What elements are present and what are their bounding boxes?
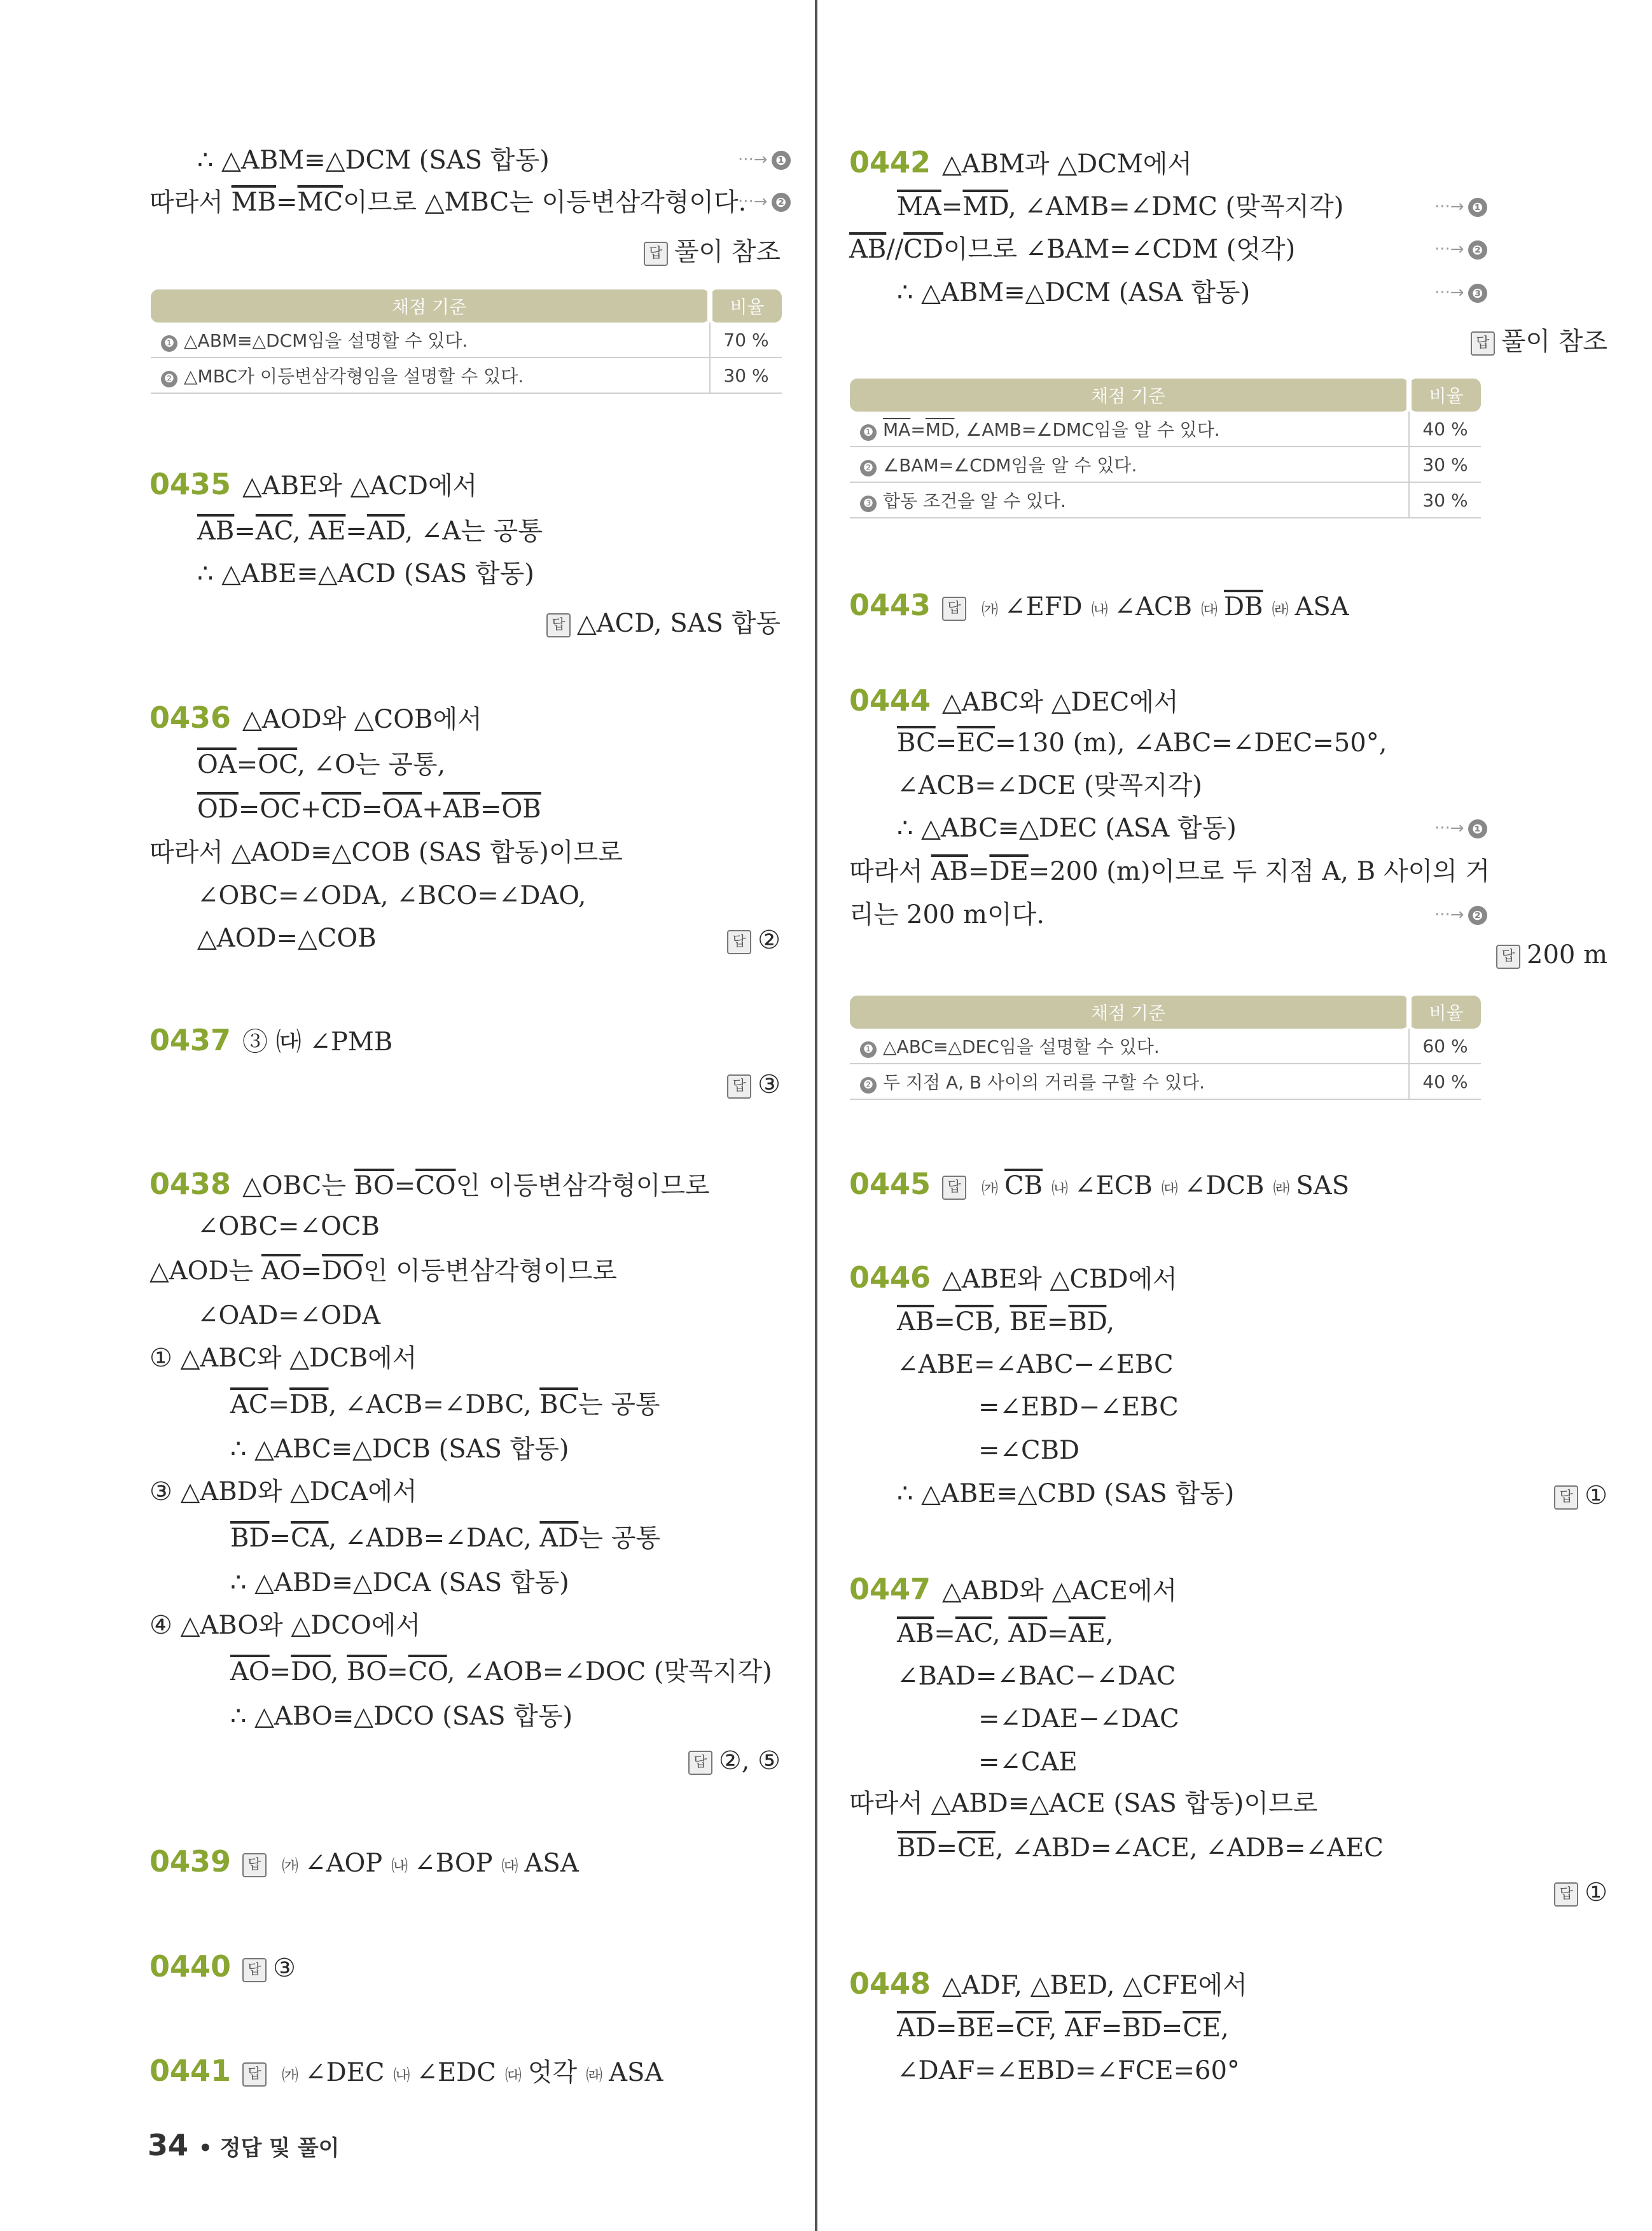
p0446-line4: =∠EBD−∠EBC [978, 1393, 1179, 1422]
p0442-line2: $\overline{MA}=\overline{MD}$, ∠AMB=∠DMC (맞꼭지각) [897, 192, 1344, 221]
p0447-line6: 따라서 △ABD≡△ACE (SAS 합동)이므로 [849, 1789, 1318, 1818]
table-row: ❸ 합동 조건을 알 수 있다. 30 % [850, 482, 1481, 518]
p0447-line5: =∠CAE [978, 1748, 1078, 1777]
answer-icon: 답 [644, 242, 668, 266]
p0434-answer: 답 풀이 참조 [644, 232, 781, 268]
p0444-answer: 답 200 m [1496, 940, 1607, 970]
page-footer [148, 2128, 340, 2162]
p0435-line3: ∴ △ABE≡△ACD (SAS 합동) [197, 559, 534, 588]
p0434-line1: ∴ △ABM≡△DCM (SAS 합동) [197, 146, 550, 175]
p0436-line6: △AOD=△COB [197, 924, 377, 953]
p0447-line4: =∠DAE−∠DAC [978, 1704, 1179, 1734]
p0438-line5: ① △ABC와 △DCB에서 [149, 1344, 417, 1373]
problem-0440: 0440 답 ③ [149, 1949, 296, 1984]
problem-0436: 0436 △AOD와 △COB에서 [149, 700, 482, 735]
problem-0441: 0441 답 ㈎ ∠DEC ㈏ ∠EDC ㈐ 엇각 ㈑ ASA [149, 2054, 663, 2088]
p0438-line12: $\overline{AO}=\overline{DO}$, $\overline{BO}=\overline{CO}$, ∠AOB=∠DOC (맞꼭지각) [230, 1657, 772, 1686]
problem-0442: 0442 △ABM과 △DCM에서 [849, 145, 1193, 179]
p0444-line6: 리는 200 m이다. [849, 900, 1045, 929]
table-row: ❷ 두 지점 A, B 사이의 거리를 구할 수 있다. 40 % [850, 1064, 1481, 1099]
step-marker-2: ···→ ❷ [738, 192, 791, 212]
p0438-line8: ③ △ABD와 △DCA에서 [149, 1477, 417, 1506]
problem-0443: 0443 답 ㈎ ∠EFD ㈏ ∠ACB ㈐ $\overline{DB}$ ㈑ ASA [849, 588, 1349, 622]
p0444-line2: $\overline{BC}=\overline{EC}=130$ (m), ∠ABC=∠DEC=50°, [897, 728, 1387, 758]
p0438-line13: ∴ △ABO≡△DCO (SAS 합동) [230, 1702, 573, 1731]
ratio-header: 비율 [710, 289, 782, 323]
problem-0445: 0445 답 ㈎ $\overline{CB}$ ㈏ ∠ECB ㈐ ∠DCB ㈑ SAS [849, 1167, 1350, 1201]
criteria-header: 채점 기준 [151, 289, 710, 323]
p0447-answer: 답 ① [1554, 1878, 1607, 1907]
p0446-line2: $\overline{AB}=\overline{CB}$, $\overline{BE}=\overline{BD}$, [897, 1307, 1115, 1337]
table-row: ❶ △ABC≡△DEC임을 설명할 수 있다. 60 % [850, 1029, 1481, 1064]
p0446-line3: ∠ABE=∠ABC−∠EBC [897, 1350, 1174, 1379]
p0437-answer: 답 ③ [727, 1070, 781, 1099]
p0448-line2: $\overline{AD}=\overline{BE}=\overline{CF}$, $\overline{AF}=\overline{BD}=\overline{CE}$, [897, 2013, 1229, 2043]
page-number: 34 [148, 2128, 189, 2162]
p0442-answer: 답 풀이 참조 [1471, 321, 1607, 358]
p0444-line4: ∴ △ABC≡△DEC (ASA 합동) [897, 814, 1237, 843]
p0438-line3: △AOD는 $\overline{AO}=\overline{DO}$인 이등변삼각형이므로 [149, 1256, 618, 1286]
problem-0448: 0448 △ADF, △BED, △CFE에서 [849, 1966, 1247, 2001]
p0438-line2: ∠OBC=∠OCB [197, 1212, 380, 1241]
p0447-line7: $\overline{BD}=\overline{CE}$, ∠ABD=∠ACE, ∠ADB=∠AEC [897, 1833, 1384, 1863]
p0438-line4: ∠OAD=∠ODA [197, 1301, 381, 1330]
p0438-line11: ④ △ABO와 △DCO에서 [149, 1611, 421, 1640]
p0446-line5: =∠CBD [978, 1436, 1080, 1465]
p0436-line4: 따라서 △AOD≡△COB (SAS 합동)이므로 [149, 838, 623, 867]
p0442-line4: ∴ △ABM≡△DCM (ASA 합동) [897, 278, 1251, 307]
p0438-line9: $\overline{BD}=\overline{CA}$, ∠ADB=∠DAC, $\overline{AD}$는 공통 [230, 1524, 660, 1553]
p0446-line6: ∴ △ABE≡△CBD (SAS 합동) [897, 1479, 1235, 1508]
p0444-line5: 따라서 $\overline{AB}=\overline{DE}=200$ (m)이므로 두 지점 A, B 사이의 거 [849, 857, 1490, 886]
grading-table-0434 [151, 289, 782, 394]
p0447-line2: $\overline{AB}=\overline{AC}$, $\overline{AD}=\overline{AE}$, [897, 1619, 1114, 1648]
p0436-answer: 답 ② [727, 926, 781, 955]
p0447-line3: ∠BAD=∠BAC−∠DAC [897, 1662, 1176, 1691]
p0438-line7: ∴ △ABC≡△DCB (SAS 합동) [230, 1435, 569, 1464]
problem-0446: 0446 △ABE와 △CBD에서 [849, 1260, 1177, 1295]
p0442-line3: $\overline{AB}//\overline{CD}$이므로 ∠BAM=∠CDM (엇각) [849, 235, 1296, 264]
column-divider [815, 0, 817, 2231]
p0435-answer: 답 △ACD, SAS 합동 [546, 603, 781, 639]
p0434-line2: 따라서 $\overline{MB}=\overline{MC}$이므로 △MBC는 이등변삼각형이다. [149, 188, 747, 217]
grading-table-0444: 채점 기준 비율 ❶ △ABC≡△DEC임을 설명할 수 있다. 60 % ❷ 두 지점 A, B 사이의 거리를 구할 수 있다. 40 % [850, 996, 1481, 1100]
table-row: ❷ ∠BAM=∠CDM임을 알 수 있다. 30 % [850, 447, 1481, 482]
p0436-line3: $\overline{OD}=\overline{OC}+\overline{CD}=\overline{OA}+\overline{AB}=\overline{OB}$ [197, 795, 541, 824]
p0448-line3: ∠DAF=∠EBD=∠FCE=60° [897, 2056, 1240, 2085]
p0435-line2: $\overline{AB}=\overline{AC}$, $\overline{AE}=\overline{AD}$, ∠A는 공통 [197, 517, 543, 546]
grading-table-0442: 채점 기준 비율 ❶ $\overline{MA}=\overline{MD}$, ∠AMB=∠DMC임을 알 수 있다. 40 % ❷ ∠BAM=∠CDM임을 알 수 있다. 30 % ❸ 합동 조건을 알 수 있다. 30 % [850, 379, 1481, 518]
problem-0444: 0444 △ABC와 △DEC에서 [849, 683, 1179, 718]
problem-0438: 0438 △OBC는 $\overline{BO}=\overline{CO}$인 이등변삼각형이므로 [149, 1167, 710, 1201]
p0436-line5: ∠OBC=∠ODA, ∠BCO=∠DAO, [197, 881, 587, 910]
p0446-answer: 답 ① [1554, 1481, 1607, 1510]
problem-0447: 0447 △ABD와 △ACE에서 [849, 1572, 1177, 1606]
step-marker-1: ···→ ❶ [738, 150, 791, 170]
table-row: ❶ $\overline{MA}=\overline{MD}$, ∠AMB=∠DMC임을 알 수 있다. 40 % [850, 412, 1481, 447]
problem-0435: 0435 △ABE와 △ACD에서 [149, 467, 478, 501]
table-row: ❷ △MBC가 이등변삼각형임을 설명할 수 있다. 30 % [151, 358, 782, 393]
p0444-line3: ∠ACB=∠DCE (맞꼭지각) [897, 771, 1202, 800]
p0436-line2: $\overline{OA}=\overline{OC}$, ∠O는 공통, [197, 750, 446, 779]
p0438-answer: 답 ②, ⑤ [688, 1746, 781, 1776]
p0438-line6: $\overline{AC}=\overline{DB}$, ∠ACB=∠DBC, $\overline{BC}$는 공통 [230, 1390, 660, 1419]
table-row: ❶ △ABM≡△DCM임을 설명할 수 있다. 70 % [151, 323, 782, 358]
problem-0437: 0437 ③ ㈐ ∠PMB [149, 1023, 393, 1057]
problem-0439: 0439 답 ㈎ ∠AOP ㈏ ∠BOP ㈐ ASA [149, 1844, 579, 1879]
p0438-line10: ∴ △ABD≡△DCA (SAS 합동) [230, 1568, 569, 1597]
footer-text: • 정답 및 풀이 [198, 2136, 340, 2161]
